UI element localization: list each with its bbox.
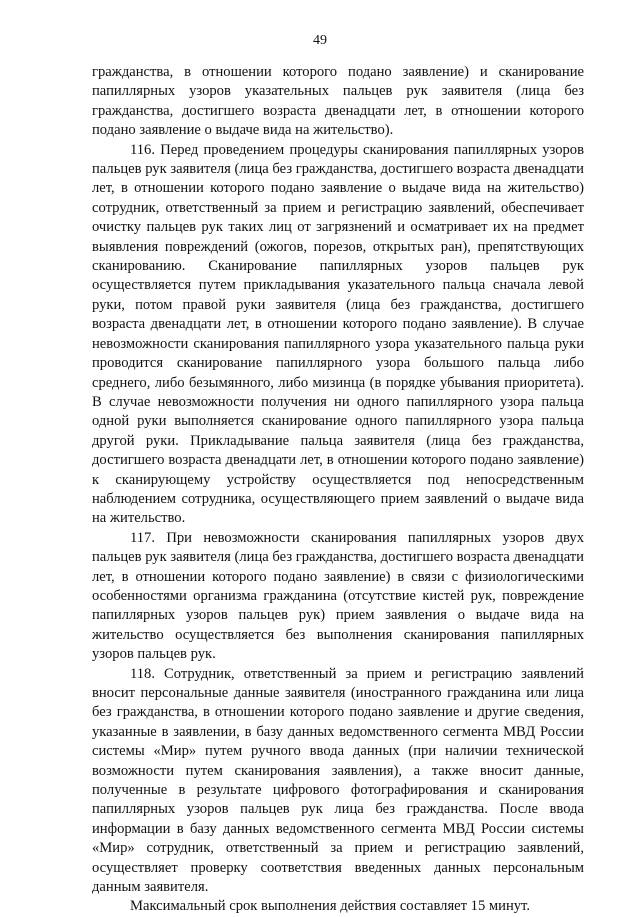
document-body	[92, 63, 584, 917]
page-number: 49	[313, 33, 327, 48]
paragraph-continuation: гражданства, в отношении которого подано заявление) и сканирование папиллярных узоров указательных пальцев рук заявителя (лица без гражданства, достигшего возраста двенадцати лет, в отношении которого подано заявление о выдаче вида на жительство).	[92, 64, 584, 139]
paragraph-max-time: Максимальный срок выполнения действия составляет 15 минут.	[130, 898, 530, 915]
paragraph-116: 116. Перед проведением процедуры сканирования папиллярных узоров пальцев рук заявителя (лица без гражданства, достигшего возраста двенадцати лет, в отношении которого подано заявление о выдаче вида на жительство) сотрудник, ответственный за прием и регистрацию заявлений, обеспечивает очистку пальцев рук таких лиц от загрязнений и осматривает их на предмет выявления повреждений (ожогов, порезов, открытых ран), препятствующих сканированию. Сканирование папиллярных узоров пальцев рук осуществляется путем прикладывания указательного пальца сначала левой руки, потом правой руки заявителя (лица без гражданства, достигшего возраста двенадцати лет, в отношении которого подано заявление). В случае невозможности сканирования папиллярного узора указательного пальца руки проводится сканирование папиллярного узора большого пальца либо среднего, либо безымянного, либо мизинца (в порядке убывания приоритета). В случае невозможности получения ни одного папиллярного узора пальца одной руки выполняется сканирование одного папиллярного узора пальца другой руки. Прикладывание пальца заявителя (лица без гражданства, достигшего возраста двенадцати лет, в отношении которого подано заявление) к сканирующему устройству осуществляется под непосредственным наблюдением сотрудника, осуществляющего прием заявлений о выдаче вида на жительство.	[92, 141, 584, 527]
paragraph-118: 118. Сотрудник, ответственный за прием и регистрацию заявлений вносит персональные данные заявителя (иностранного гражданина или лица без гражданства, в отношении которого подано заявление и другие сведения, указанные в заявлении, в базу данных ведомственного сегмента МВД России системы «Мир» путем ручного ввода данных (при наличии технической возможности путем сканирования заявления), а также вносит данные, полученные в результате цифрового фотографирования и сканирования папиллярных узоров пальцев рук лица без гражданства. После ввода информации в базу данных ведомственного сегмента МВД России системы «Мир» сотрудник, ответственный за прием и регистрацию заявлений, осуществляет проверку соответствия введенных данных персональным данным заявителя.	[92, 665, 584, 896]
paragraph-117: 117. При невозможности сканирования папиллярных узоров двух пальцев рук заявителя (лица без гражданства, достигшего возраста двенадцати лет, в отношении которого подано заявление) в связи с физиологическими особенностями организма гражданина (отсутствие кистей рук, повреждение папиллярных узоров пальцев рук) прием заявления о выдаче вида на жительство осуществляется без выполнения сканирования папиллярных узоров пальцев рук.	[92, 529, 584, 663]
